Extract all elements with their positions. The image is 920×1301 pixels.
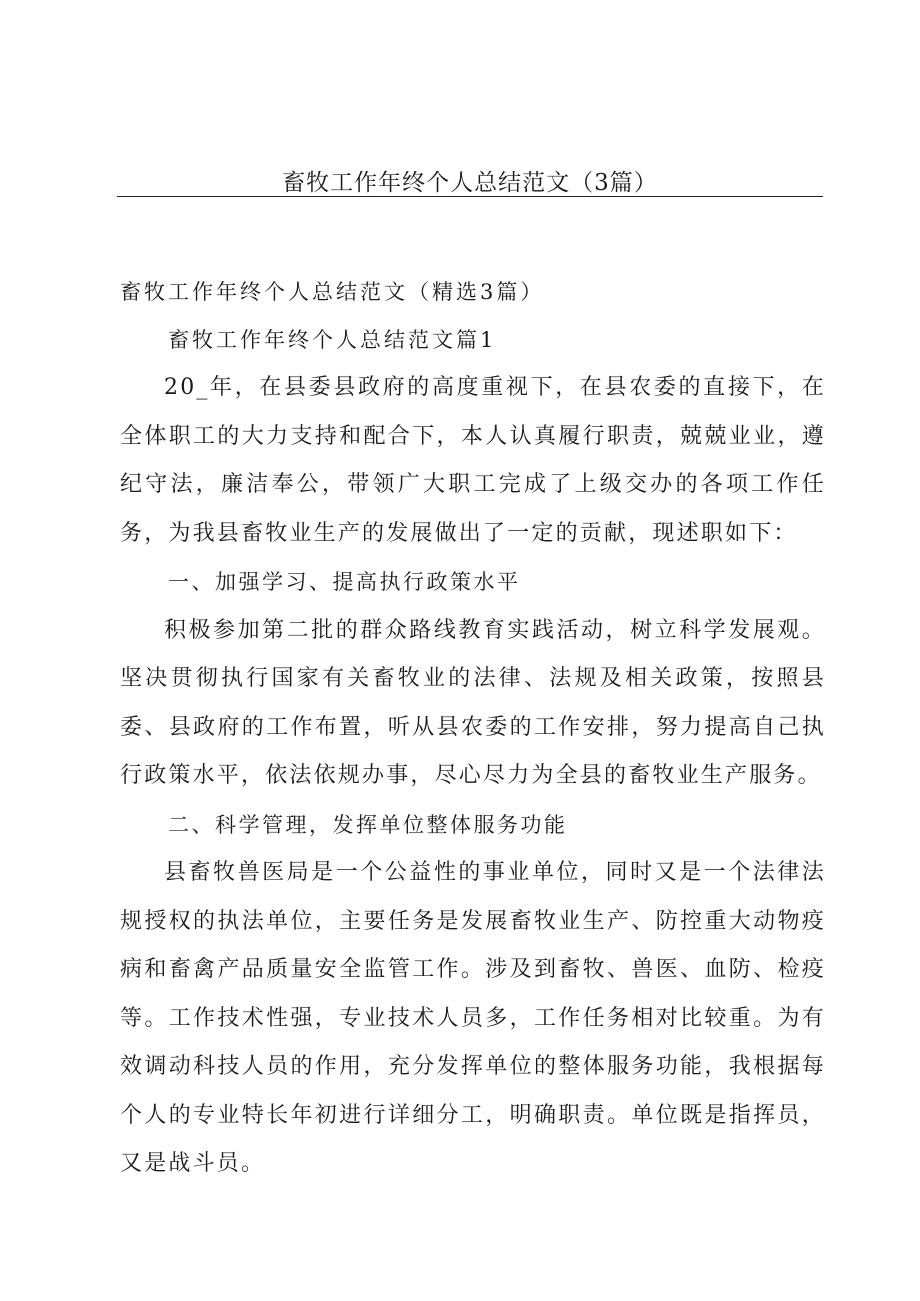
heading-1: 一、加强学习、提高执行政策水平	[168, 570, 521, 594]
paragraph-2: 积极参加第二批的群众路线教育实践活动，树立科学发展观。坚决贯彻执行国家有关畜牧业的法律、法规及相关政策，按照县委、县政府的工作布置，听从县农委的工作安排，努力提高自己执行政策水平，依法依规办事，尽心尽力为全县的畜牧业生产服务。	[120, 617, 826, 788]
document-body	[120, 268, 826, 1189]
paragraph-1: 20_年，在县委县政府的高度重视下，在县农委的直接下，在全体职工的大力支持和配合下，本人认真履行职责，兢兢业业，遵纪守法，廉洁奉公，带领广大职工完成了上级交办的各项工作任务，为我县畜牧业生产的发展做出了一定的贡献，现述职如下：	[120, 375, 826, 546]
heading-2: 二、科学管理，发挥单位整体服务功能	[168, 812, 568, 837]
intro-title: 畜牧工作年终个人总结范文（精选3篇）	[120, 280, 545, 304]
paragraph-3: 县畜牧兽医局是一个公益性的事业单位，同时又是一个法律法规授权的执法单位，主要任务是发展畜牧业生产、防控重大动物疫病和畜禽产品质量安全监管工作。涉及到畜牧、兽医、血防、检疫等。工作技术性强，专业技术人员多，工作任务相对比较重。为有效调动科技人员的作用，充分发挥单位的整体服务功能，我根据每个人的专业特长年初进行详细分工，明确职责。单位既是指挥员，又是战斗员。	[120, 860, 826, 1176]
section-title: 畜牧工作年终个人总结范文篇1	[168, 328, 497, 352]
header-title: 畜牧工作年终个人总结范文（3篇）	[282, 170, 658, 196]
page-header	[117, 158, 823, 197]
